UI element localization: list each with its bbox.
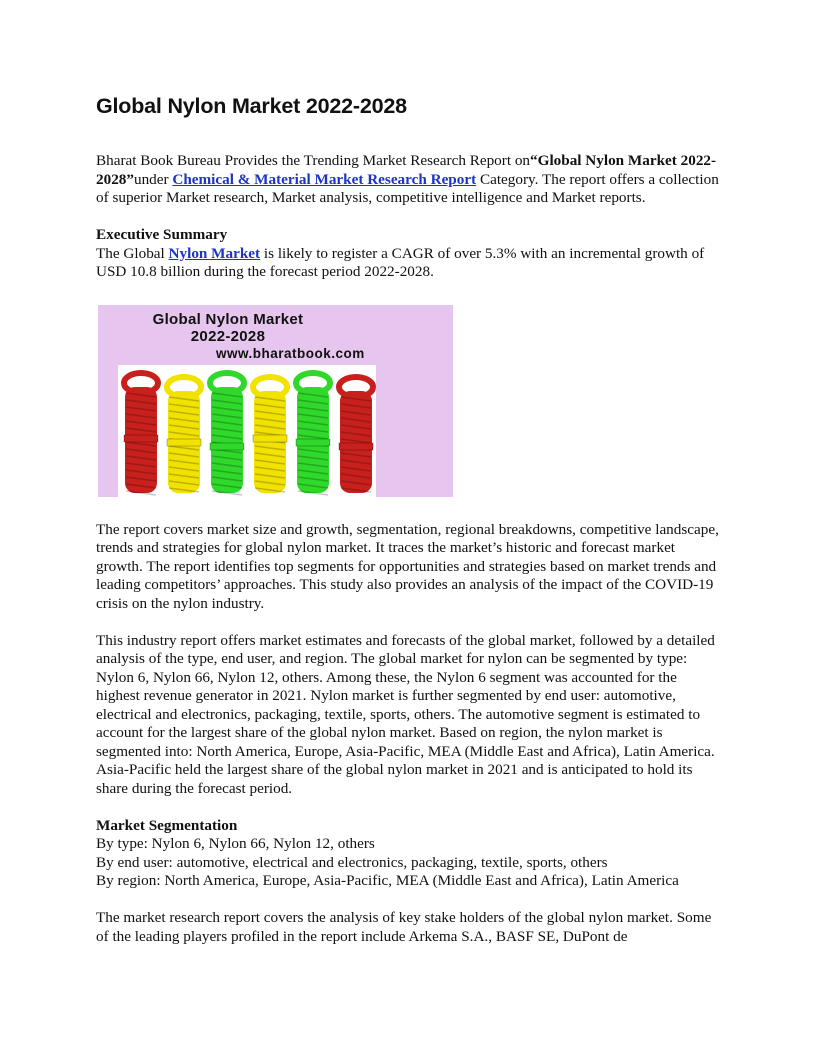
report-paragraph: The report covers market size and growth, segmentation, regional breakdowns, competitive landscape, trends and strategies for global nylon market. It traces the market’s historic and forecast market growth. The report identifies top segments for opportunities and strategies based on market trends and leading competitors’ approaches. This study also provides an analysis of the impact of the COVID-19 crisis on the nylon industry. [96,520,719,612]
banner-years: 2022-2028 [190,327,266,345]
intro-text-1: Bharat Book Bureau Provides the Trending Market Research Report on [96,152,531,169]
executive-summary-heading-text: Executive Summary [96,226,228,243]
market-banner-image [98,305,453,497]
segmentation-heading-text: Market Segmentation [96,816,238,834]
segmentation-by-type: By type: Nylon 6, Nylon 66, Nylon 12, others [96,835,375,852]
executive-summary-heading [96,226,720,245]
segmentation-by-end-user: By end user: automotive, electrical and electronics, packaging, textile, sports, others [96,853,608,871]
industry-paragraph: This industry report offers market estimates and forecasts of the global market, followed by a detailed analysis of the type, end user, and region. The global market for nylon can be segmented by type: Nylon 6, Nylon 66, Nylon 12, others. Among these, the Nylon 6 segment was accounted for the highest revenue generator in 2021. Nylon market is further segmented by end user: automotive, electrical and electronics, packaging, textile, sports, others. The automotive segment is estimated to account for the largest share of the global nylon market. Based on region, the nylon market is segmented into: North America, Europe, Asia-Pacific, MEA (Middle East and Africa), Latin America. Asia-Pacific held the largest share of the global nylon market in 2021 and is anticipated to hold its share during the forecast period. [96,631,715,797]
banner-url: www.bharatbook.com [216,345,365,361]
executive-summary-text [96,245,720,282]
rope-bundles-image [118,365,376,497]
banner-title: Global Nylon Market [152,310,304,328]
intro-paragraph [96,152,720,208]
rope-bundle [167,377,201,493]
summary-text-2: is likely to register a CAGR of over 5.3% with an incremental growth of USD 10.8 billion during the forecast period 2022-2028. [96,244,705,280]
category-link[interactable]: Chemical & Material Market Research Report [172,170,477,188]
summary-text-1: The Global [96,244,169,262]
intro-report-title: “Global Nylon Market 2022-2028” [96,152,717,188]
rope-bundle [296,373,330,495]
rope-bundle [339,377,373,493]
intro-text-2: under [133,170,173,188]
intro-text-3: Category. The report offers a collection of superior Market research, Market analysis, competitive intelligence and Market reports. [96,170,719,206]
segmentation-heading [96,817,720,836]
rope-bundle [210,373,244,495]
page-title: Global Nylon Market 2022-2028 [96,94,407,118]
segmentation-by-region: By region: North America, Europe, Asia-Pacific, MEA (Middle East and Africa), Latin America [96,872,679,889]
rope-bundle [124,373,158,495]
rope-bundles-graphic [118,365,376,497]
nylon-market-link[interactable]: Nylon Market [168,244,261,262]
rope-bundle [253,377,287,493]
players-paragraph: The market research report covers the analysis of key stake holders of the global nylon market. Some of the leading players profiled in the report include Arkema S.A., BASF SE, DuPont de [96,909,712,945]
document-page [96,92,720,946]
